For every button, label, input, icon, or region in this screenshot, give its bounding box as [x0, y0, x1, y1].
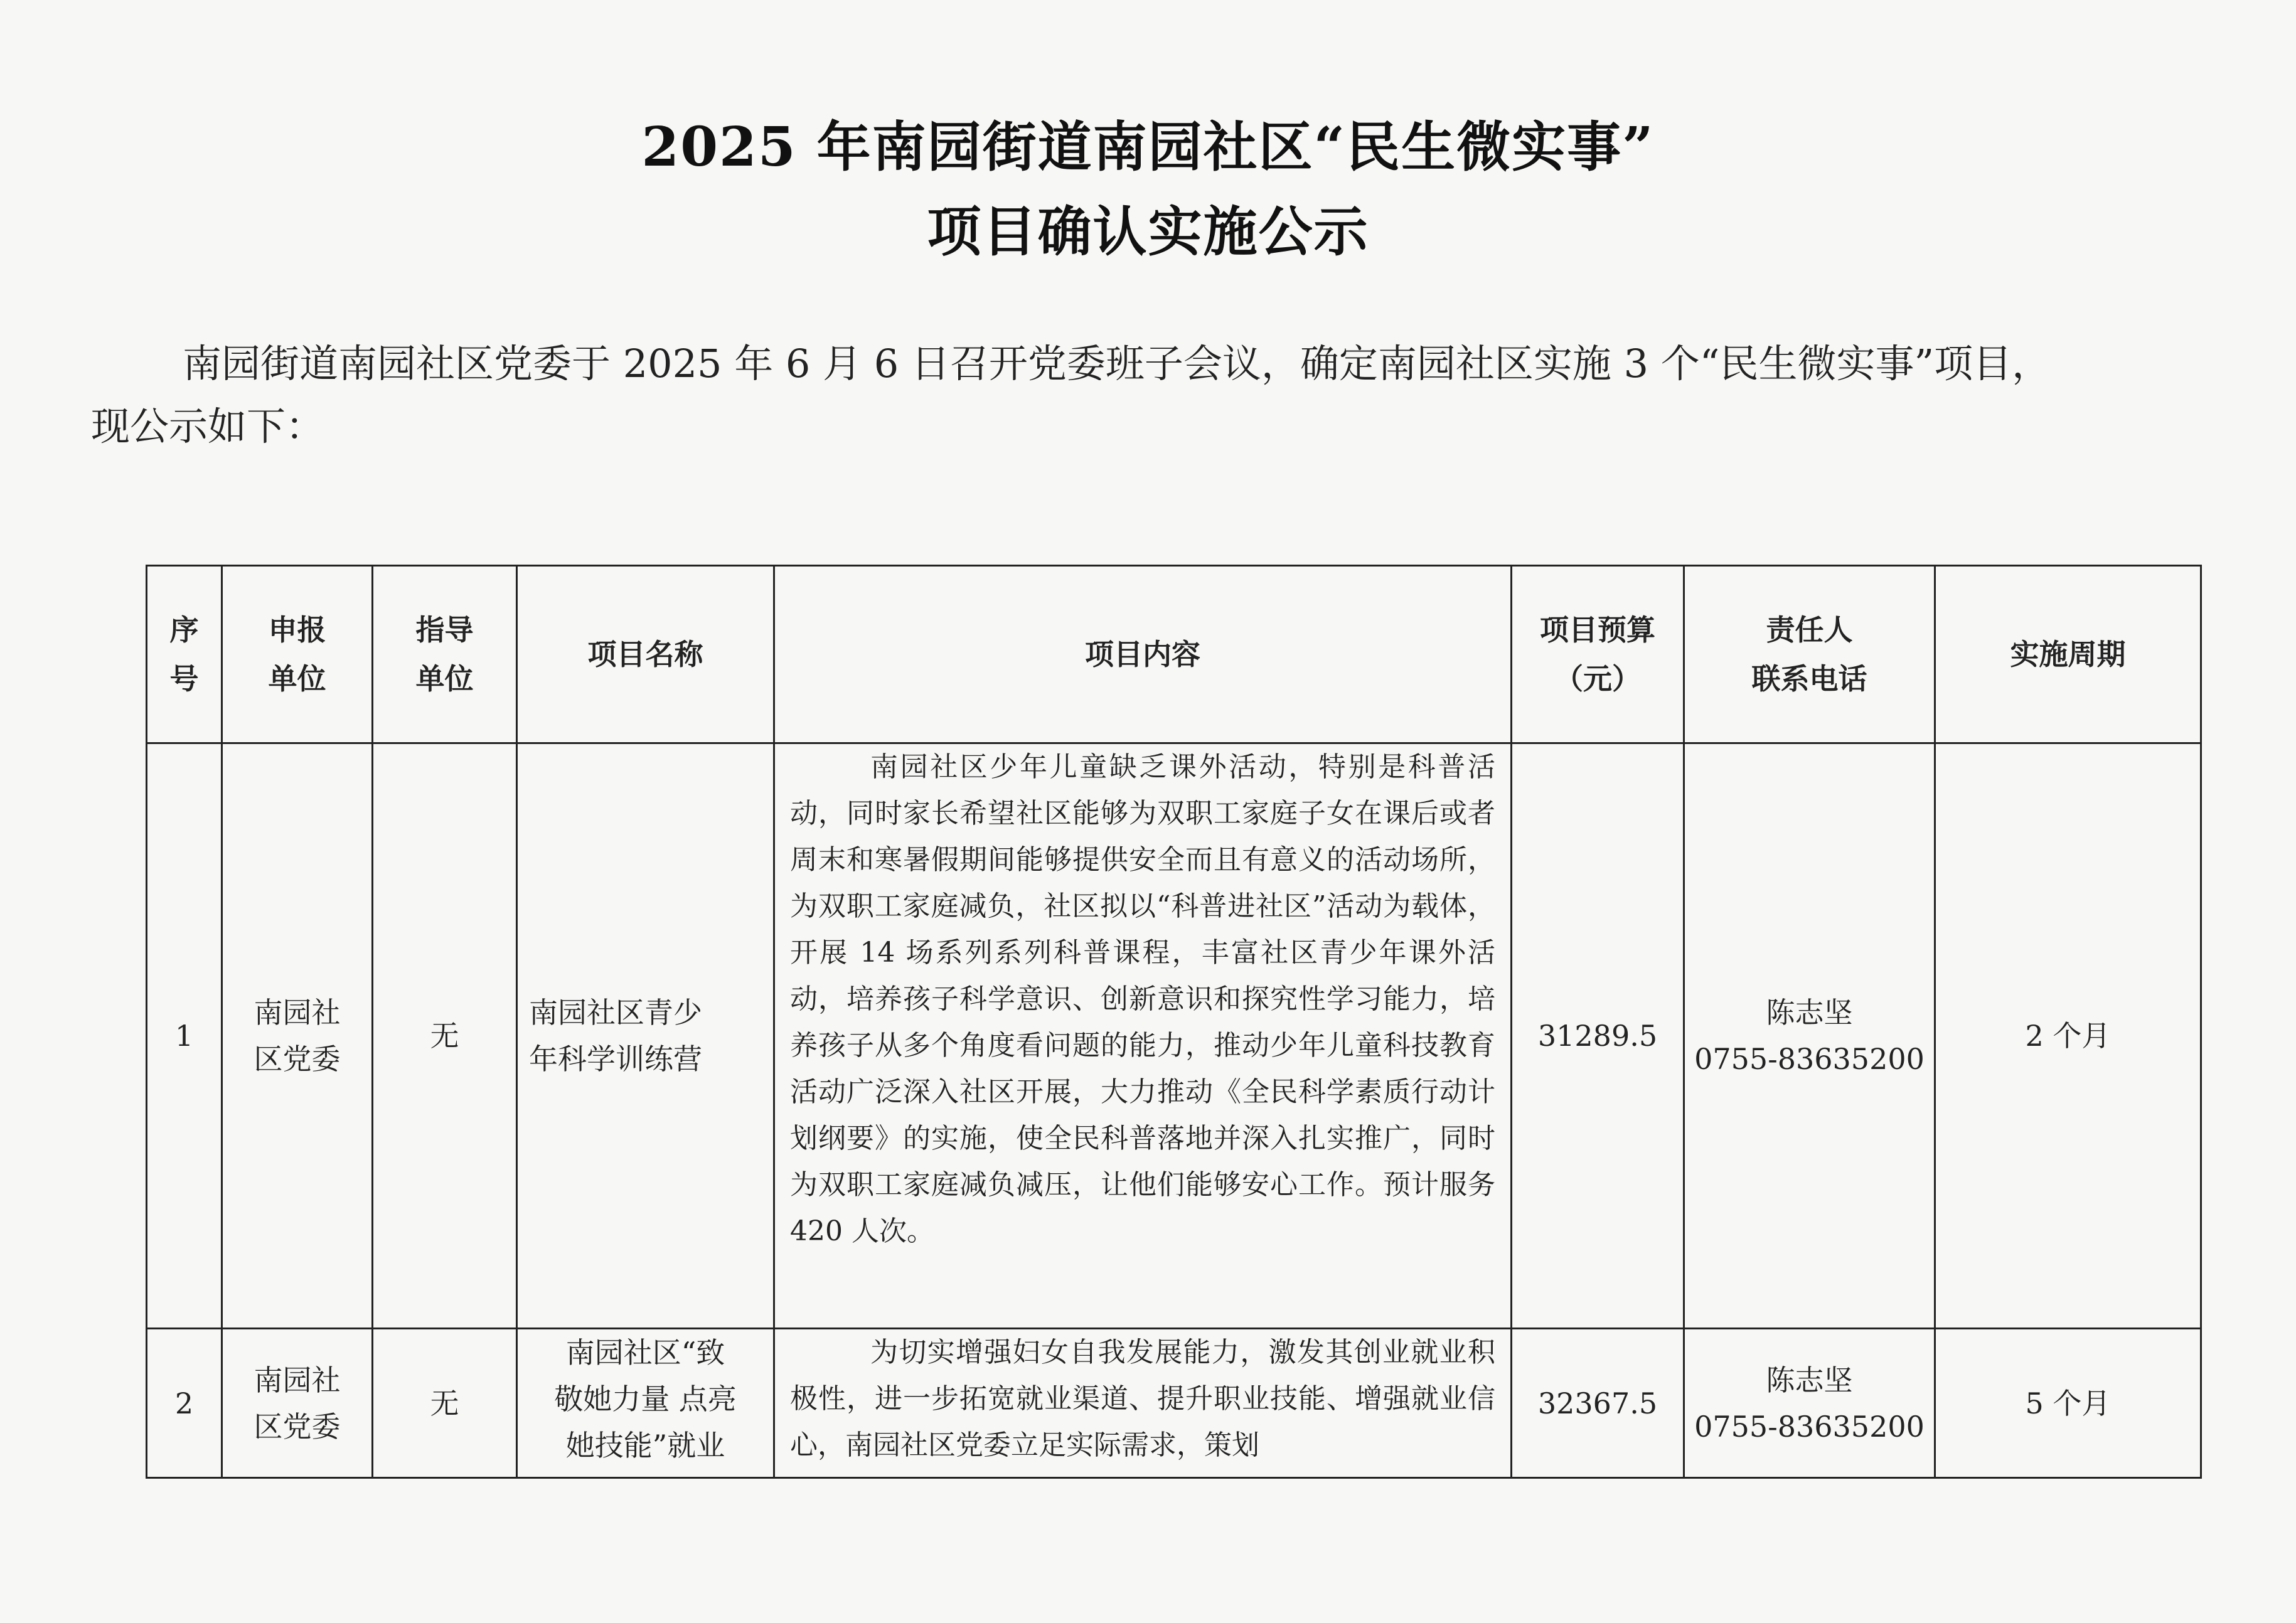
contact-person: 陈志坚	[1766, 1363, 1853, 1397]
header-guide: 指导 单位	[373, 566, 517, 743]
cell-project-content: 南园社区少年儿童缺乏课外活动，特别是科普活动，同时家长希望社区能够为双职工家庭子女在课后或者周末和寒暑假期间能够提供安全而且有意义的活动场所，为双职工家庭减负，社区拟以“科普进社区”活动为载体，开展 14 场系列系列科普课程，丰富社区青少年课外活动，培养孩子科学意识、创新意识和探究性学习能力，培养孩子从多个角度看问题的能力，推动少年儿童科技教育活动广泛深入社区开展，大力推动《全民科学素质行动计划纲要》的实施，使全民科普落地并深入扎实推广，同时为双职工家庭减负减压，让他们能够安心工作。预计服务 420 人次。	[774, 743, 1512, 1329]
cell-seq: 1	[147, 743, 222, 1329]
cell-guide: 无	[373, 743, 517, 1329]
header-contact: 责任人 联系电话	[1684, 566, 1935, 743]
cell-unit: 南园社 区党委	[222, 743, 373, 1329]
contact-person: 陈志坚	[1766, 996, 1853, 1030]
intro-line2: 现公示如下：	[91, 403, 325, 449]
header-name: 项目名称	[517, 566, 774, 743]
cell-period: 5 个月	[1935, 1329, 2201, 1478]
cell-unit: 南园社 区党委	[222, 1329, 373, 1478]
cell-seq: 2	[147, 1329, 222, 1478]
cell-project-content: 为切实增强妇女自我发展能力，激发其创业就业积极性，进一步拓宽就业渠道、提升职业技能、增强就业信心，南园社区党委立足实际需求，策划	[774, 1329, 1512, 1478]
project-table	[146, 565, 2202, 1479]
cell-budget: 32367.5	[1512, 1329, 1684, 1478]
cell-contact	[1684, 743, 1935, 1329]
header-budget: 项目预算 （元）	[1512, 566, 1684, 743]
intro-paragraph	[91, 333, 2212, 458]
table-row	[147, 743, 2201, 1329]
cell-project-name: 南园社区青少 年科学训练营	[517, 743, 774, 1329]
document-title-line1: 2025 年南园街道南园社区“民生微实事”	[641, 115, 1655, 179]
cell-guide: 无	[373, 1329, 517, 1478]
cell-project-name: 南园社区“致 敬她力量 点亮 她技能”就业	[517, 1329, 774, 1478]
header-seq: 序 号	[147, 566, 222, 743]
intro-line1: 南园街道南园社区党委于 2025 年 6 月 6 日召开党委班子会议，确定南园社区实施 3 个“民生微实事”项目，	[183, 341, 2051, 386]
table-header-row	[147, 566, 2201, 743]
cell-budget: 31289.5	[1512, 743, 1684, 1329]
header-unit: 申报 单位	[222, 566, 373, 743]
table-row	[147, 1329, 2201, 1478]
document-title-line2: 项目确认实施公示	[927, 200, 1369, 263]
cell-period: 2 个月	[1935, 743, 2201, 1329]
header-period: 实施周期	[1935, 566, 2201, 743]
contact-phone: 0755-83635200	[1694, 1042, 1925, 1076]
cell-contact	[1684, 1329, 1935, 1478]
contact-phone: 0755-83635200	[1694, 1409, 1925, 1444]
header-content: 项目内容	[774, 566, 1512, 743]
